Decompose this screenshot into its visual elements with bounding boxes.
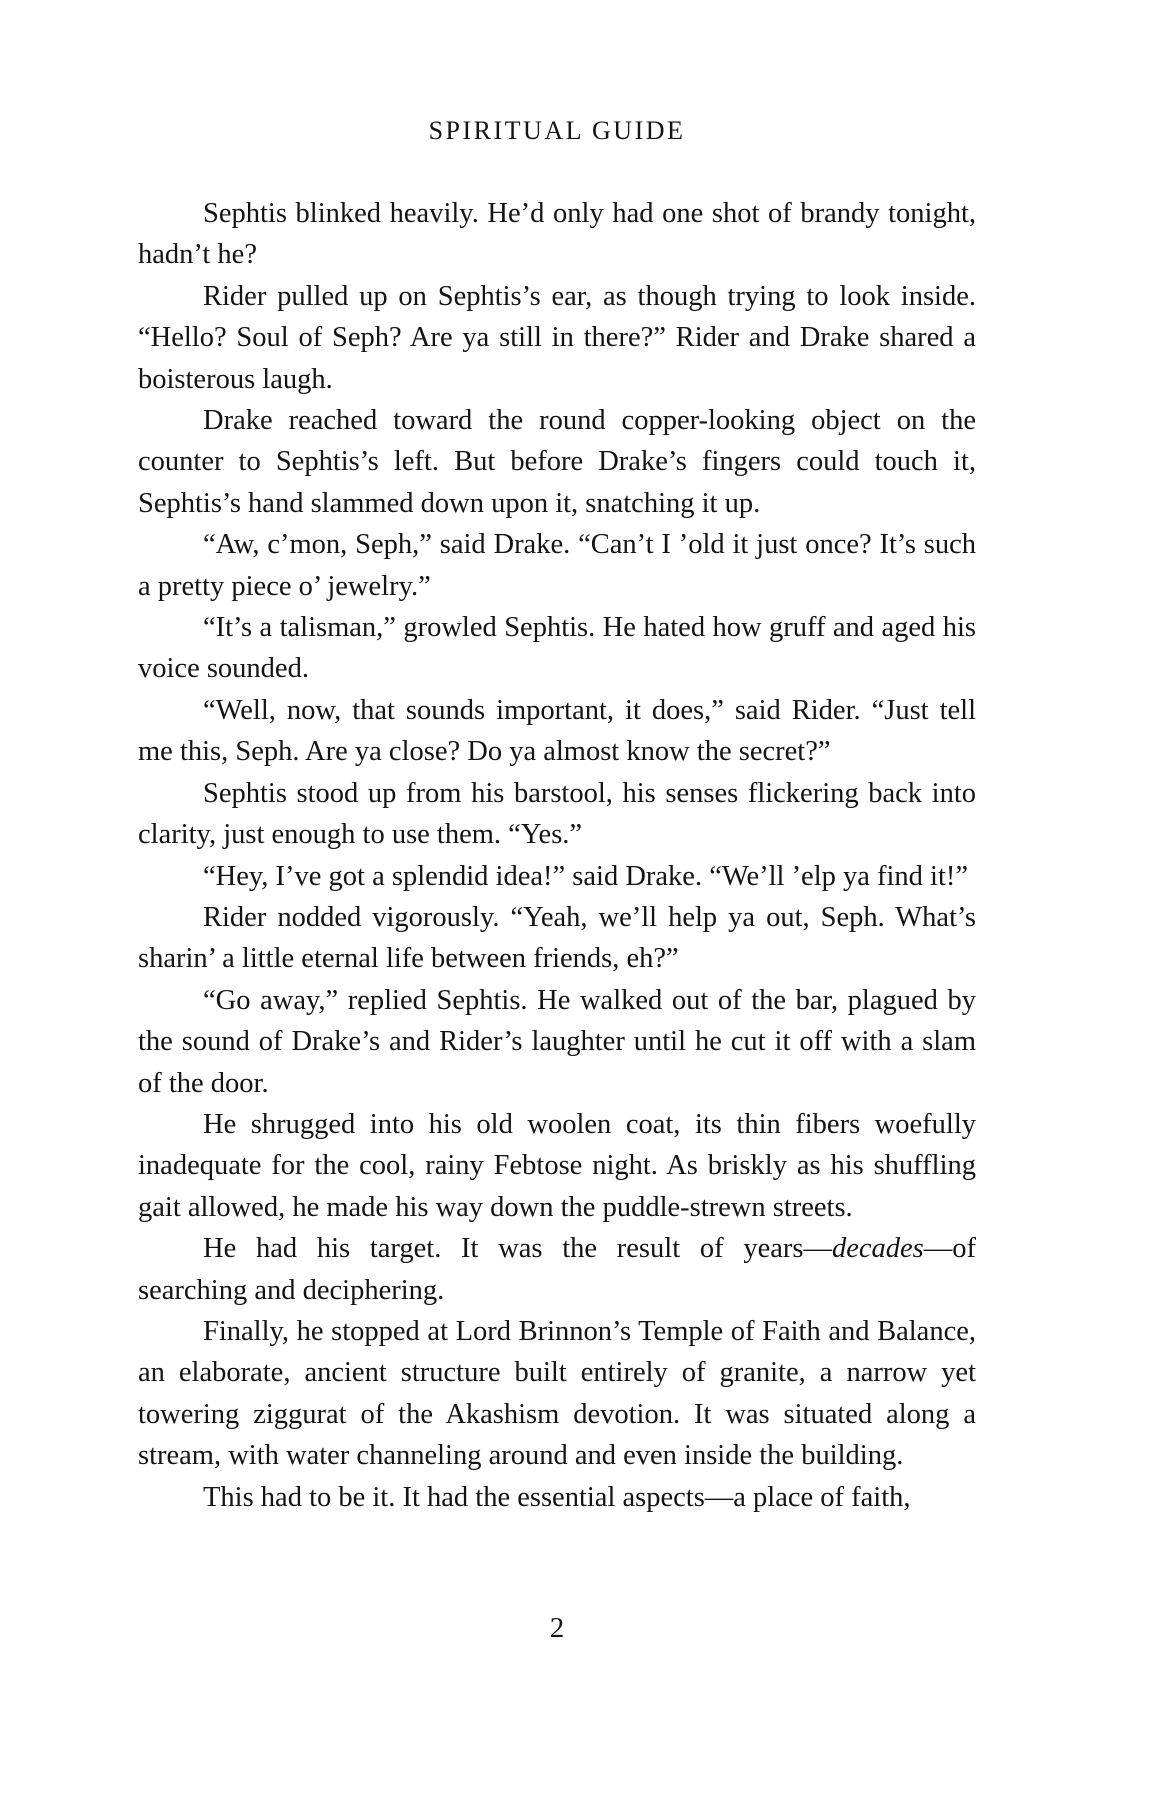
text-segment: Finally, he stopped at Lord Brinnon’s Temple of Faith and Balance, an elaborate, ancient structure built entirely of granite, a narrow yet towering ziggurat of the Akashism devotion. It was situated along a stream, with water channeling around and even inside the building. [138,1315,976,1472]
text-segment: “Well, now, that sounds important, it does,” said Rider. “Just tell me this, Seph. Are ya close? Do ya almost know the secret?” [138,694,976,768]
paragraph [138,607,976,690]
text-segment: Rider nodded vigorously. “Yeah, we’ll help ya out, Seph. What’s sharin’ a little eternal life between friends, eh?” [138,901,976,975]
paragraph [138,400,976,524]
text-segment: This had to be it. It had the essential aspects—a place of faith, [203,1481,911,1513]
paragraph [138,1104,976,1228]
paragraph [138,856,976,897]
page-number: 2 [549,1612,565,1644]
paragraph [138,1228,976,1311]
page-body [138,193,976,1518]
text-segment: He shrugged into his old woolen coat, its thin fibers woefully inadequate for the cool, rainy Febtose night. As briskly as his shuffling gait allowed, he made his way down the puddle-strewn streets. [138,1108,976,1223]
paragraph [138,690,976,773]
paragraph [138,1477,976,1518]
text-segment: “Go away,” replied Sephtis. He walked out of the bar, plagued by the sound of Drake’s and Rider’s laughter until he cut it off with a slam of the door. [138,984,976,1099]
paragraph [138,276,976,400]
paragraph [138,193,976,276]
text-segment: He had his target. It was the result of years— [203,1233,832,1265]
text-segment: Drake reached toward the round copper-looking object on the counter to Sephtis’s left. But before Drake’s fingers could touch it, Sephtis’s hand slammed down upon it, snatching it up. [138,405,976,519]
paragraph [138,773,976,856]
text-segment: Sephtis stood up from his barstool, his senses flickering back into clarity, just enough to use them. “Yes.” [138,777,976,851]
text-segment: Sephtis blinked heavily. He’d only had one shot of brandy tonight, hadn’t he? [138,198,976,271]
text-segment: “Hey, I’ve got a splendid idea!” said Drake. “We’ll ’elp ya find it!” [203,860,969,892]
text-segment: “It’s a talisman,” growled Sephtis. He hated how gruff and aged his voice sounded. [138,612,976,685]
text-segment: Rider pulled up on Sephtis’s ear, as though trying to look inside. “Hello? Soul of Seph? Are ya still in there?” Rider and Drake shared a boisterous laugh. [138,280,976,395]
paragraph [138,980,976,1104]
text-segment: “Aw, c’mon, Seph,” said Drake. “Can’t I ’old it just once? It’s such a pretty piece o’ jewelry.” [138,529,976,602]
italic-text: decades [831,1233,924,1265]
paragraph [138,897,976,980]
paragraph [138,524,976,607]
text-segment: —of searching and deciphering. [138,1233,976,1306]
running-header: SPIRITUAL GUIDE [428,116,686,145]
paragraph [138,1311,976,1477]
